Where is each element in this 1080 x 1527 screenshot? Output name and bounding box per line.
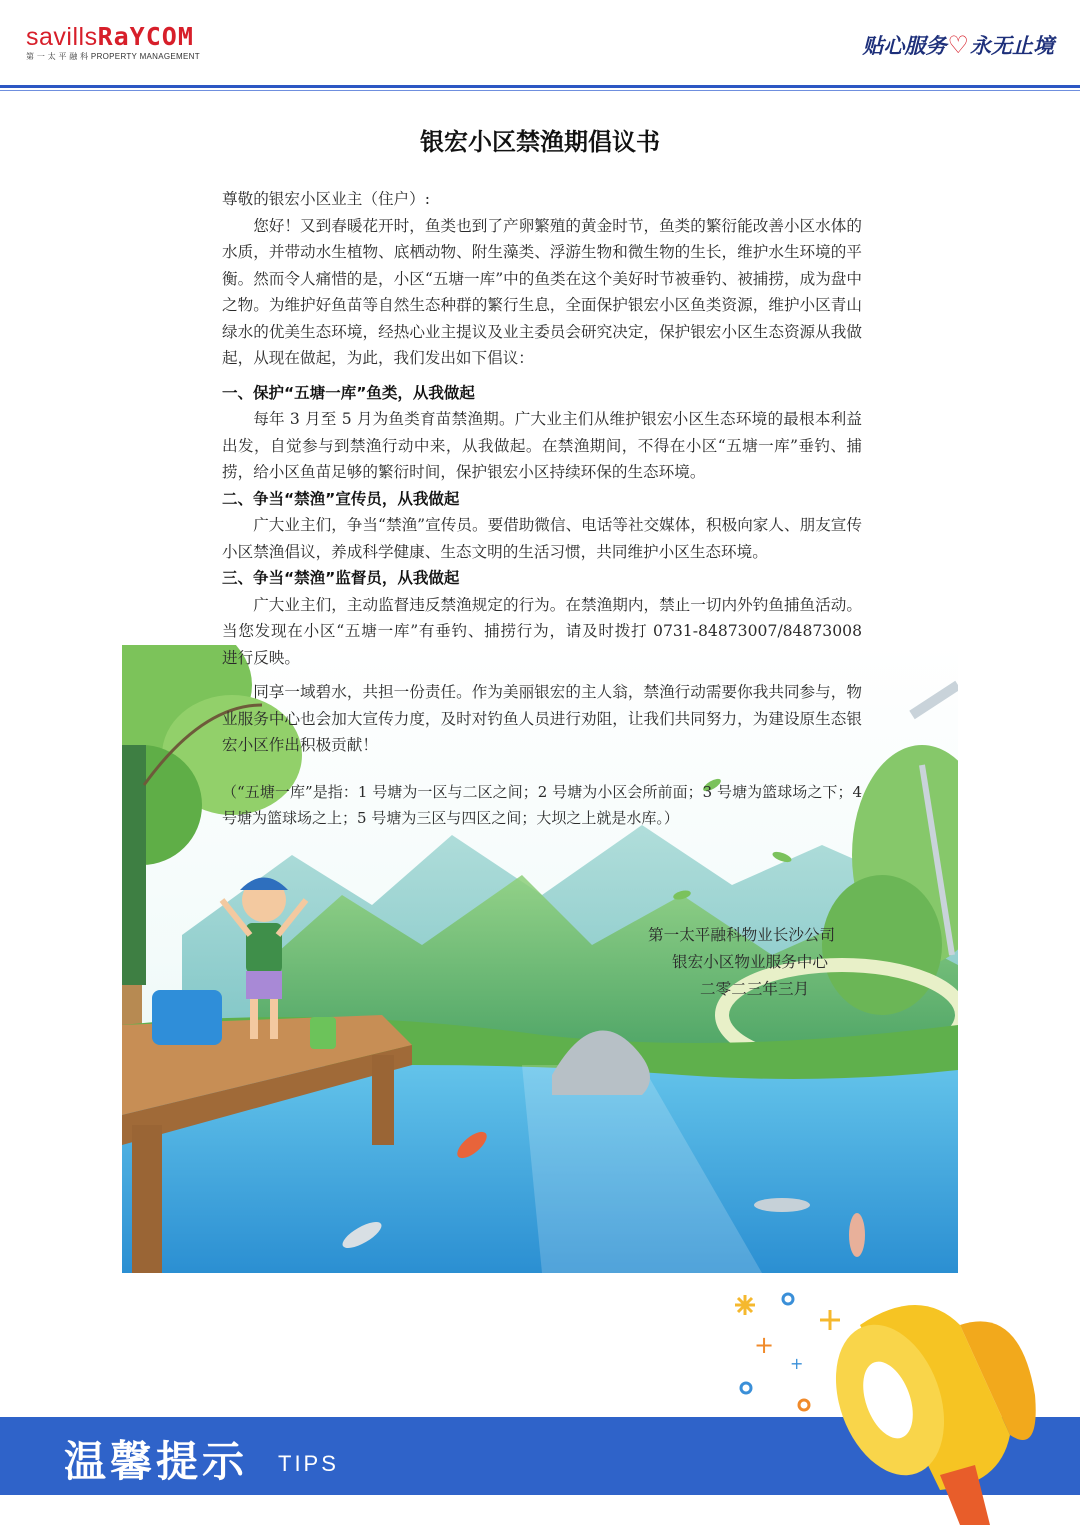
svg-text:+: + — [790, 1354, 804, 1373]
section-body-2: 广大业主们，争当“禁渔”宣传员。要借助微信、电话等社交媒体，积极向家人、朋友宣传小区禁渔倡议，养成科学健康、生态文明的生活习惯，共同维护小区生态环境。 — [222, 516, 862, 561]
brand-logo — [26, 24, 200, 62]
page-header — [0, 0, 1080, 90]
header-divider — [0, 85, 1080, 88]
salutation: 尊敬的银宏小区业主（住户）: — [222, 190, 430, 208]
signature-center: 银宏小区物业服务中心 — [672, 953, 828, 971]
section-heading-2: 二、争当“禁渔”宣传员，从我做起 — [222, 489, 460, 508]
intro-paragraph: 您好！又到春暖花开时，鱼类也到了产卵繁殖的黄金时节，鱼类的繁衍能改善小区水体的水质，并带动水生植物、底栖动物、附生藻类、浮游生物和微生物的生长，维护水生环境的平衡。然而令人痛惜的是，小区“五塘一库”中的鱼类在这个美好时节被垂钓、被捕捞，成为盘中之物。为维护好鱼苗等自然生态种群的繁行生息，全面保护银宏小区鱼类资源，维护小区青山绿水的优美生态环境，经热心业主提议及业主委员会研究决定，保护银宏小区生态资源从我做起，从现在做起，为此，我们发出如下倡议： — [222, 216, 862, 367]
page-title: 银宏小区禁渔期倡议书 — [420, 128, 660, 156]
letter-body — [222, 186, 862, 832]
signature-block — [600, 922, 900, 1003]
section-body-1: 每年 3 月至 5 月为鱼类育苗禁渔期。广大业主们从维护银宏小区生态环境的最根本利益出发，自觉参与到禁渔行动中来，从我做起。在禁渔期间，不得在小区“五塘一库”垂钓、捕捞，给小区鱼苗足够的繁衍时间，保护银宏小区持续环保的生态环境。 — [222, 410, 862, 481]
slogan-part-2: 永无止境 — [970, 34, 1054, 58]
megaphone-icon — [690, 1285, 1080, 1527]
section-heading-1: 一、保护“五塘一库”鱼类，从我做起 — [222, 383, 475, 402]
slogan-part-1: 贴心服务 — [862, 34, 947, 58]
brand-name-raycom: RaYCOM — [97, 22, 194, 51]
brand-name-savills: savills — [26, 23, 98, 51]
svg-text:+: + — [754, 1331, 775, 1359]
brand-subtitle: 第 一 太 平 融 科 PROPERTY MANAGEMENT — [26, 52, 200, 61]
signature-date: 二零二三年三月 — [700, 980, 810, 998]
tips-label: TIPS — [278, 1451, 339, 1476]
section-heading-3: 三、争当“禁渔”监督员，从我做起 — [222, 569, 460, 587]
signature-company: 第一太平融科物业长沙公司 — [648, 926, 836, 944]
pond-note: （“五塘一库”是指：1 号塘为一区与二区之间；2 号塘为小区会所前面；3 号塘为篮球场之下；4 号塘为篮球场之上；5 号塘为三区与四区之间；大坝之上就是水库。） — [222, 782, 862, 827]
header-slogan — [862, 30, 1054, 60]
header-divider-thin — [0, 90, 1080, 91]
section-body-3: 广大业主们，主动监督违反禁渔规定的行为。在禁渔期内，禁止一切内外钓鱼捕鱼活动。当您发现在小区“五塘一库”有垂钓、捕捞行为，请及时拨打 0731-84873007/84873008 进行反映。 — [222, 595, 862, 667]
closing-paragraph: 同享一域碧水，共担一份责任。作为美丽银宏的主人翁，禁渔行动需要你我共同参与，物业服务中心也会加大宣传力度，及时对钓鱼人员进行劝阻，让我们共同努力，为建设原生态银宏小区作出积极贡献！ — [222, 683, 862, 754]
tips-title: 温馨提示 — [64, 1437, 249, 1486]
heart-icon: ♡ — [947, 31, 969, 59]
